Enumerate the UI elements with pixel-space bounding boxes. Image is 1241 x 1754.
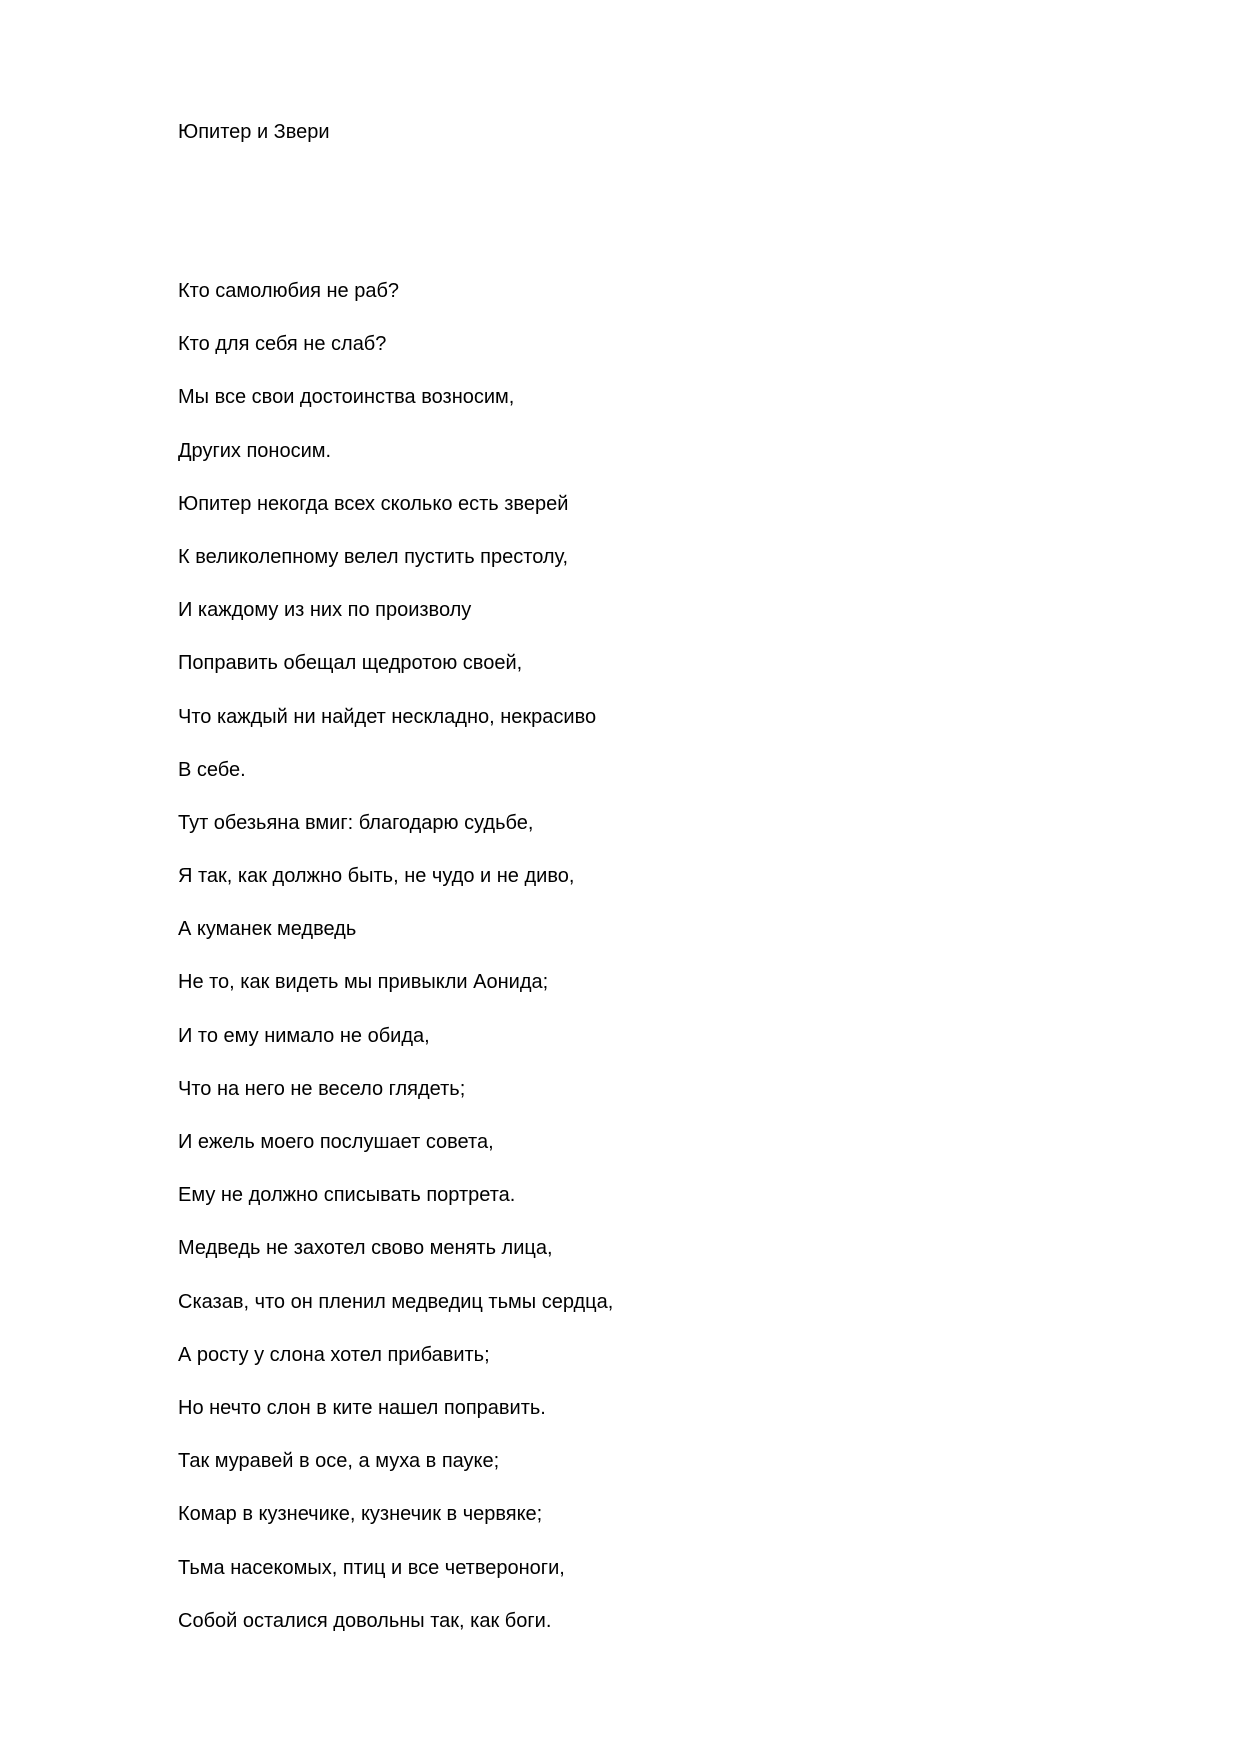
poem-line: Собой осталися довольны так, как боги. bbox=[178, 1609, 552, 1632]
poem-line: Сказав, что он пленил медведиц тьмы сердца, bbox=[178, 1290, 614, 1313]
poem-line: Ему не должно списывать портрета. bbox=[178, 1184, 516, 1207]
poem-line: Но нечто слон в ките нашел поправить. bbox=[178, 1396, 546, 1419]
poem-line: Так муравей в осе, а муха в пауке; bbox=[178, 1450, 500, 1473]
poem-line: А росту у слона хотел прибавить; bbox=[178, 1343, 490, 1366]
poem-line: Юпитер некогда всех сколько есть зверей bbox=[178, 492, 569, 515]
poem-line: Кто самолюбия не раб? bbox=[178, 280, 400, 302]
document-title: Юпитер и Звери bbox=[178, 121, 330, 143]
poem-line: Не то, как видеть мы привыкли Аонида; bbox=[178, 971, 549, 994]
poem-line: И каждому из них по произволу bbox=[178, 599, 472, 622]
poem-line: Мы все свои достоинства возносим, bbox=[178, 386, 515, 409]
poem-line: Я так, как должно быть, не чудо и не диво, bbox=[178, 865, 575, 888]
poem-line: К великолепному велел пустить престолу, bbox=[178, 545, 569, 568]
poem-line: И ежель моего послушает совета, bbox=[178, 1131, 494, 1153]
poem-line: Тьма насекомых, птиц и все четвероноги, bbox=[178, 1556, 565, 1579]
poem-line: Поправить обещал щедротою своей, bbox=[178, 652, 523, 675]
poem-line: В себе. bbox=[178, 758, 246, 781]
poem-line: Что на него не весело глядеть; bbox=[178, 1077, 466, 1100]
poem-body bbox=[178, 277, 613, 1660]
poem-line: Что каждый ни найдет нескладно, некрасиво bbox=[178, 705, 597, 728]
poem-line: Тут обезьяна вмиг: благодарю судьбе, bbox=[178, 811, 534, 834]
poem-line: Комар в кузнечике, кузнечик в червяке; bbox=[178, 1503, 543, 1526]
poem-line: И то ему нимало не обида, bbox=[178, 1024, 430, 1047]
poem-line: Других поносим. bbox=[178, 439, 332, 462]
poem-line: А куманек медведь bbox=[178, 918, 357, 941]
poem-line: Кто для себя не слаб? bbox=[178, 333, 387, 356]
poem-line: Медведь не захотел свово менять лица, bbox=[178, 1237, 553, 1260]
